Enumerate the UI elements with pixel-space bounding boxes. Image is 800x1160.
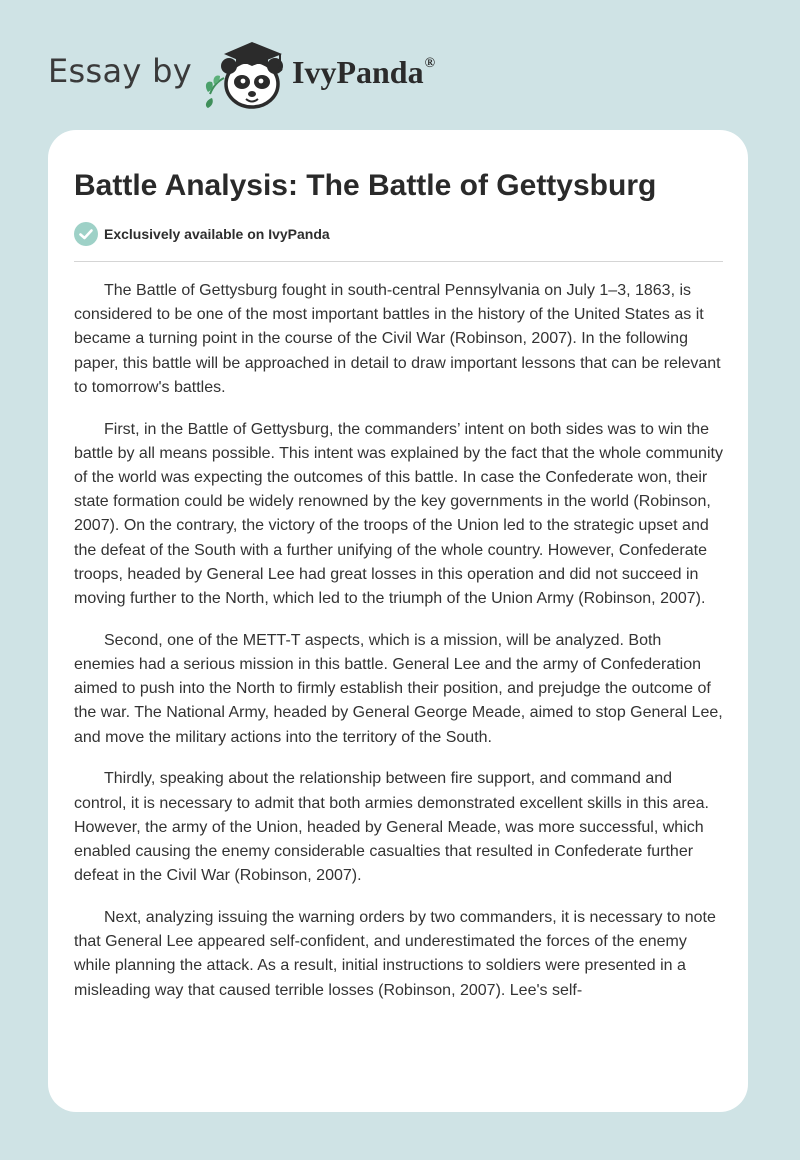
paragraph: First, in the Battle of Gettysburg, the commanders’ intent on both sides was to win the battle by all means possible. This intent was explained by the fact that the whole community of the world was expecting the outcomes of this battle. In case the Confederate won, their state formation could be widely renowned by the key governments in the world (Robinson, 2007). On the contrary, the victory of the troops of the Union led to the strategic upset and the defeat of the South with a further unifying of the whole country. However, Confederate troops, headed by General Lee had great losses in this operation and did not succeed in moving further to the North, which led to the triumph of the Union Army (Robinson, 2007). xyxy=(74,420,723,608)
paragraph: The Battle of Gettysburg fought in south-central Pennsylvania on July 1–3, 1863, is considered to be one of the most important battles in the history of the United States as it became a turning point in the course of the Civil War (Robinson, 2007). In the following paper, this battle will be approached in detail to draw important lessons that can be relevant to tomorrow's battles. xyxy=(74,282,721,396)
panda-graduate-icon[interactable] xyxy=(200,34,292,112)
check-circle-icon xyxy=(74,222,98,246)
brand-name[interactable]: IvyPanda® xyxy=(292,54,436,90)
essay-card xyxy=(48,130,748,1112)
exclusive-badge xyxy=(74,222,330,246)
badge-label: Exclusively available on IvyPanda xyxy=(104,226,330,242)
site-header xyxy=(0,0,800,130)
paragraph: Second, one of the METT-T aspects, which is a mission, will be analyzed. Both enemies had a serious mission in this battle. General Lee and the army of Confederation aimed to push into the North to firmly establish their position, and prejudge the outcome of the war. The National Army, headed by General George Meade, aimed to stop General Lee, and move the military actions into the territory of the South. xyxy=(74,631,723,746)
registered-mark: ® xyxy=(424,56,436,71)
brand-prefix: Essay by xyxy=(48,52,192,90)
essay-body xyxy=(74,279,726,1020)
paragraph: Thirdly, speaking about the relationship between fire support, and command and control, it is necessary to admit that both armies demonstrated excellent skills in this area. However, the army of the Union, headed by General Meade, was more successful, which enabled causing the enemy considerable casualties that resulted in Confederate further defeat in the Civil War (Robinson, 2007). xyxy=(74,770,709,885)
essay-title: Battle Analysis: The Battle of Gettysburg xyxy=(74,169,657,202)
paragraph: Next, analyzing issuing the warning orders by two commanders, it is necessary to note that General Lee appeared self-confident, and underestimated the forces of the enemy while planning the attack. As a result, initial instructions to soldiers were presented in a misleading way that caused terrible losses (Robinson, 2007). Lee's self- xyxy=(74,909,716,999)
divider xyxy=(74,261,723,262)
